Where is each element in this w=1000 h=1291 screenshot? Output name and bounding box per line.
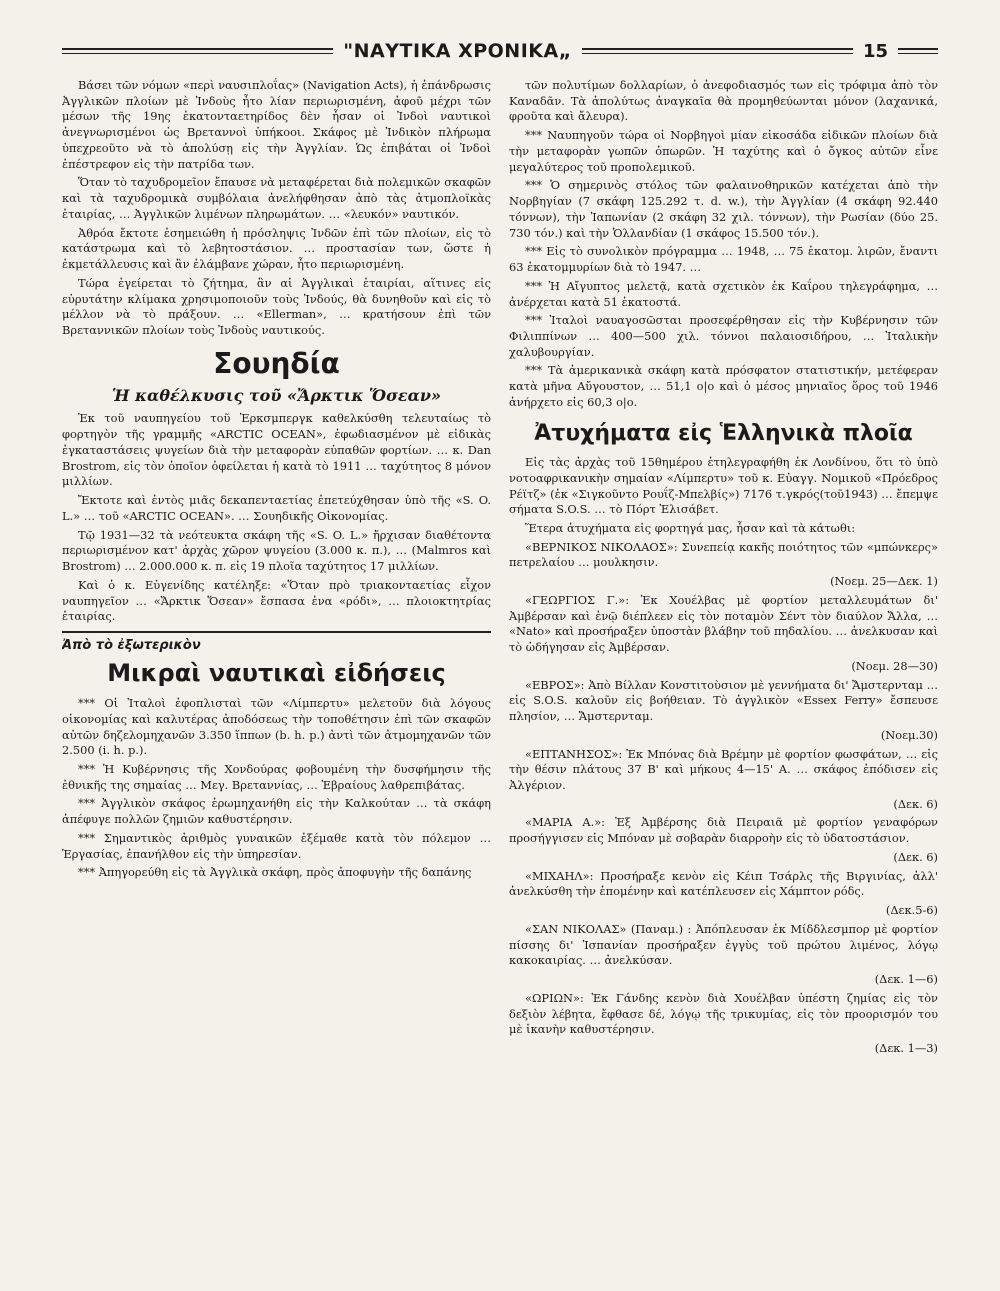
- news-item: *** Τὰ ἀμερικανικὰ σκάφη κατὰ πρόσφατον στατιστικήν, μετέφεραν κατὰ μῆνα Αὔγουστον, … 51,1 ο|ο καὶ ὁ μέσος μηνιαῖος ὅρος τοῦ 1946 ἀνήρχετο εἰς 60,3 ο|ο.: [509, 363, 938, 409]
- news-item: *** Ἀπηγορεύθη εἰς τὰ Ἀγγλικὰ σκάφη, πρὸς ἀποφυγὴν τῆς δαπάνης: [78, 865, 472, 880]
- dateline: (Νοεμ. 25—Δεκ. 1): [830, 574, 938, 589]
- dateline: (Δεκ. 6): [893, 796, 938, 811]
- news-item: τῶν πολυτίμων δολλαρίων, ὁ ἀνεφοδιασμός των εἰς τρόφιμα ἀπὸ τὸν Καναδᾶν. Τὰ ἀπολύτως ἀναγκαῖα θὰ προμηθεύωνται μόνον (λαχανικά, φροῦτα καὶ ἄλευρα).: [509, 78, 938, 124]
- sweden-paragraph: Ἐκ τοῦ ναυπηγείου τοῦ Ἐρκσμπεργκ καθελκύσθη τελευταίως τὸ φορτηγὸν τῆς γραμμῆς «ARCTIC OCEAN», ἐφωδιασμένον μὲ εἰδικὰς ἐγκαταστάσεις ψυγείων διὰ τὴν μεταφορὰν εὐπαθῶν φορτίων. … κ. Dan Brostrom, εἰς τὸν ὁποῖον ὀφείλεται ἡ κατὰ τὸ 1911 … ταχύτητος 8 μόνον μιλλίων.: [62, 411, 491, 489]
- news-item: *** Ἀγγλικὸν σκάφος ἐρωμηχανήθη εἰς τὴν Καλκούταν … τὰ σκάφη ἀπέφυγε πολλῶν ζημιῶν καθυστέρησιν.: [62, 796, 491, 827]
- sweden-paragraph: Ἔκτοτε καὶ ἐντὸς μιᾶς δεκαπενταετίας ἐπετεύχθησαν ὑπὸ τῆς «S. O. L.» … τοῦ «ARCTIC OCEAN». … Σουηδικῆς Οἰκονομίας.: [62, 493, 491, 523]
- news-item: *** Ὁ σημερινὸς στόλος τῶν φαλαινοθηρικῶν κατέχεται ἀπὸ τὴν Νορβηγίαν (7 σκάφη 125.292 τ. d. w.), τὴν Ἀγγλίαν (4 σκάφη 92.440 τόννων), τὴν Ἰαπωνίαν (2 σκάφη 32 χιλ. τόννων), τὴν Ρωσίαν (δύο 25. 730 τόν.) καὶ τὴν Ὁλλανδίαν (1 σκάφος 15.500 τόν.).: [509, 178, 938, 240]
- accident-paragraph: «ΓΕΩΡΓΙΟΣ Γ.»: Ἐκ Χουέλβας μὲ φορτίον μεταλλευμάτων δι' Ἀμβέρσαν καὶ ἐνῷ διέπλεεν εἰς τὸν ποταμὸν Σέντ τὸν διαύλον Ἄλλα, … «Νato» καὶ προσήραξεν ὑποστὰν βλάβην τοῦ πηδαλίου. … ἀνελκυσαν καὶ τὸ ὡδήγησαν εἰς Ἀμβέρσαν.: [509, 592, 938, 655]
- news-item: *** Οἱ Ἰταλοὶ ἐφοπλισταὶ τῶν «Λίμπερτυ» μελετοῦν διὰ λόγους οἰκονομίας καὶ καλυτέρας ἀποδόσεως τὴν τοποθέτησιν ἐπὶ τῶν σκαφῶν αὐτῶν δηζελομηχανῶν 3.350 ἵππων (b. h. p.) ἀντὶ τῶν ἀτμομηχανῶν τῶν 2.500 (i. h. p.).: [62, 696, 491, 758]
- news-item: *** Ναυπηγοῦν τώρα οἱ Νορβηγοὶ μίαν εἰκοσάδα εἰδικῶν πλοίων διὰ τὴν μεταφορὰν γωπῶν ὀπωρῶν. Ἡ ταχύτης καὶ ὁ ὄγκος αὐτῶν εἶνε μεγαλύτερος τοῦ προπολεμικοῦ.: [509, 128, 938, 174]
- news-item: *** Εἰς τὸ συνολικὸν πρόγραμμα … 1948, … 75 ἑκατομ. λιρῶν, ἔναντι 63 ἑκατομμυρίων διὰ τὸ 1947. …: [509, 244, 938, 275]
- news-item: *** Σημαντικὸς ἀριθμὸς γυναικῶν ἐξέμαθε κατὰ τὸν πόλεμον … Ἐργασίας, ἐπανήλθον εἰς τὴν ὑπηρεσίαν.: [62, 830, 491, 861]
- dateline: (Νοεμ. 28—30): [851, 658, 938, 673]
- foreign-section-label: Ἀπὸ τὸ ἐξωτερικὸν: [62, 631, 491, 655]
- intro-paragraph: Ἀθρόα ἔκτοτε ἐσημειώθη ἡ πρόσληψις Ἰνδῶν ἐπὶ τῶν πλοίων, εἰς τὸ κατάστρωμα καὶ τὸ λεβητοστάσιον. … προστασίαν των, ὥστε ἡ ἐκμετάλλευσις καὶ ἂν ἐλάμβανε χώραν, ἦτο περιωρισμένη.: [62, 225, 491, 272]
- sweden-paragraph: Καὶ ὁ κ. Εὐγενίδης κατέληξε: «Ὅταν πρὸ τριακονταετίας εἶχον ναυπηγεῖον … «Ἄρκτικ Ὅσεαν» ἔσπασα ἐνα «ρόδι», … πλοιοκτητρίας ἑταιρίας.: [62, 577, 491, 624]
- left-column: [62, 78, 491, 1278]
- accident-paragraph: «ΜΙΧΑΗΛ»: Προσήραξε κενὸν εἰς Κέιπ Τσάρλς τῆς Βιργινίας, ἀλλ' ἀνελκύσθη τὴν ἑπομένην καὶ κατέπλευσεν εἰς Χάμπτον ρόδς.: [509, 868, 938, 899]
- accident-paragraph: Ἕτερα ἀτυχήματα εἰς φορτηγά μας, ἦσαν καὶ τὰ κάτωθι:: [525, 520, 856, 535]
- masthead: "ΝΑΥΤΙΚΑ ΧΡΟΝΙΚΑ„: [343, 40, 572, 62]
- accident-paragraph: «ΣΑΝ ΝΙΚΟΛΑΣ» (Παναμ.) : Ἀπόπλευσαν ἐκ Μίδδλεσμπορ μὲ φορτίον πίσσης δι' Ἰσπανίαν προσήραξεν ἐγγὺς τοῦ πρώτου λιμένος, λόγῳ κακοκαιρίας. … ἀνελκύσαν.: [509, 921, 938, 968]
- accident-paragraph: Εἰς τὰς ἀρχὰς τοῦ 15θημέρου ἐτηλεγραφήθη ἐκ Λονδίνου, ὅτι τὸ ὑπὸ νοτοαφρικανικὴν σημαίαν «Λίμπερτυ» τοῦ κ. Εὐαγγ. Νομικοῦ «Πρόεδρος Ρέϊτζ» (ἐκ «Σιγκοῦντο Ρουΐζ-Μπελβίς») 7176 τ.γκρός(τοῦ1943) … ἔπεμψε σήματα S.O.S. … τὸ Πόρτ Ἐλισάβετ.: [509, 455, 938, 517]
- header-rule-right: [582, 48, 853, 54]
- intro-paragraph: Βάσει τῶν νόμων «περὶ ναυσιπλοΐας» (Navigation Acts), ἡ ἐπάνδρωσις Ἀγγλικῶν πλοίων μὲ Ἰνδοὺς ἦτο λίαν περιωρισμένη, ἀφοῦ μέχρι τῶν μέσων τῆς 19ης ἑκατονταετηρίδος δὲν ἦσαν οἱ Ἰνδοὶ ναυτικοὶ ἀνεγνωρισμένοι ὡς Βρεταννοὶ ὑπήκοοι. Σκάφος μὲ Ἰνδικὸν πλήρωμα ὑπεχρεοῦτο νὰ τὸ ἀπολύσῃ εἰς τὴν Ἀγγλίαν. Ὡς ἐπιβάται οἱ Ἰνδοὶ ἐπέστρεφον εἰς τὴν πατρίδα των.: [62, 78, 491, 171]
- dateline: (Νοεμ.30): [880, 727, 938, 742]
- dateline: (Δεκ. 1—3): [874, 1041, 938, 1056]
- header-rule-left: [62, 48, 333, 54]
- accident-paragraph: «ΒΕΡΝΙΚΟΣ ΝΙΚΟΛΑΟΣ»: Συνεπείᾳ κακῆς ποιότητος τῶν «μπώνκερς» πετρελαίου … μουλκησιν.: [509, 539, 938, 570]
- sweden-heading: Σουηδία: [213, 346, 340, 380]
- dateline: (Δεκ. 1—6): [874, 972, 938, 987]
- intro-paragraph: Ὅταν τὸ ταχυδρομεῖον ἔπαυσε νὰ μεταφέρεται διὰ πολεμικῶν σκαφῶν καὶ τὰ ταχυδρομικὰ συμβόλαια ἀνελήφθησαν ἀπὸ τὰς ἀτμοπλοϊκὰς ἑταιρίας, … Ἀγγλικῶν λιμένων πληρωμάτων. … «λευκόν» ναυτικόν.: [62, 175, 491, 221]
- news-item: *** Ἰταλοὶ ναυαγοσῶσται προσεφέρθησαν εἰς τὴν Κυβέρνησιν τῶν Φιλιππίνων … 400—500 χιλ. τόννοι παλαιοσιδήρου, … Ἰταλικὴν χαλυβουργίαν.: [509, 313, 938, 359]
- news-item: *** Ἡ Κυβέρνησις τῆς Χονδούρας φοβουμένη τὴν δυσφήμησιν τῆς ἐθνικῆς της σημαίας … Μεγ. Βρεταννίας, … Ἑβραίους λαθρεπιβάτας.: [62, 761, 491, 792]
- accident-paragraph: «ΩΡΙΩΝ»: Ἐκ Γάνδης κενὸν διὰ Χουέλβαν ὑπέστη ζημίας εἰς τὸν δεξιὸν λέβητα, ἔφθασε δέ, λόγῳ τῆς τρικυμίας, εἰς τὸν προορισμόν του μὲ ἱκανὴν καθυστέρησιν.: [509, 990, 938, 1037]
- accident-paragraph: «ΕΒΡΟΣ»: Ἀπὸ Βίλλαν Κονστιτοὺσιον μὲ γεννήματα δι' Ἄμστερνταμ … εἰς S.O.S. καλοῦν εἰς βοήθειαν. Τὸ ἀγγλικὸν «Essex Ferry» ἔσπευσε πλησίον, … Ἄμστερνταμ.: [509, 677, 938, 724]
- right-column: [509, 78, 938, 1278]
- accident-paragraph: «ΜΑΡΙΑ Α.»: Ἐξ Ἀμβέρσης διὰ Πειραιᾶ μὲ φορτίον γεναφόρων προσήγγισεν εἰς Μπόναν μὲ σοβαρὰν διαρροὴν εἰς τὸ ὑδατοστάσιον.: [509, 815, 938, 846]
- page-number: 15: [862, 40, 889, 62]
- intro-paragraph: Τώρα ἐγείρεται τὸ ζήτημα, ἂν αἱ Ἀγγλικαὶ ἑταιρίαι, αἵτινες εἰς εὐρυτάτην κλίμακα χρησιμοποιοῦν τοὺς Ἰνδούς, θὰ δυνηθοῦν καὶ εἰς τὸ μέλλον νὰ τὸ πράξουν. … «Ellerman», … κρατήσουν ἐπὶ τῶν Βρεταννικῶν πλοίων τοὺς Ἰνδοὺς ναυτικούς.: [62, 275, 491, 338]
- sweden-paragraph: Τῷ 1931—32 τὰ νεότευκτα σκάφη τῆς «S. O. L.» ἤρχισαν διαθέτοντα περιωρισμένον κατ' ἀρχὰς χῶρον ψυγείου (3.000 κ. π.), … (Malmros καὶ Brostrom) … 2.000.000 κ. π. εἰς 19 πλοῖα ταχύτητος 17 μιλλίων.: [62, 527, 491, 574]
- accident-paragraph: «ΕΠΤΑΝΗΣΟΣ»: Ἐκ Μπόνας διὰ Βρέμην μὲ φορτίον φωσφάτων, … εἰς τὴν θέσιν πλάτους 37 Β' καὶ μήκους 4—15' Α. … σκάφος ἐπόδισεν εἰς Ἀλγέριον.: [509, 746, 938, 792]
- page-header: [62, 36, 938, 66]
- sweden-subheading: Ἡ καθέλκυσις τοῦ «Ἄρκτικ Ὅσεαν»: [111, 386, 442, 406]
- news-item: *** Ἡ Αἴγυπτος μελετᾷ, κατὰ σχετικὸν ἐκ Καΐρου τηλεγράφημα, … ἀνέρχεται κατὰ 51 ἑκατοστά.: [509, 278, 938, 309]
- dateline: (Δεκ.5-6): [885, 903, 938, 918]
- accidents-heading: Ἀτυχήματα εἰς Ἑλληνικὰ πλοῖα: [534, 420, 913, 446]
- header-rule-end: [898, 48, 938, 54]
- columns: [62, 78, 938, 1278]
- minor-news-heading: Μικραὶ ναυτικαὶ εἰδήσεις: [107, 658, 446, 687]
- dateline: (Δεκ. 6): [893, 849, 938, 864]
